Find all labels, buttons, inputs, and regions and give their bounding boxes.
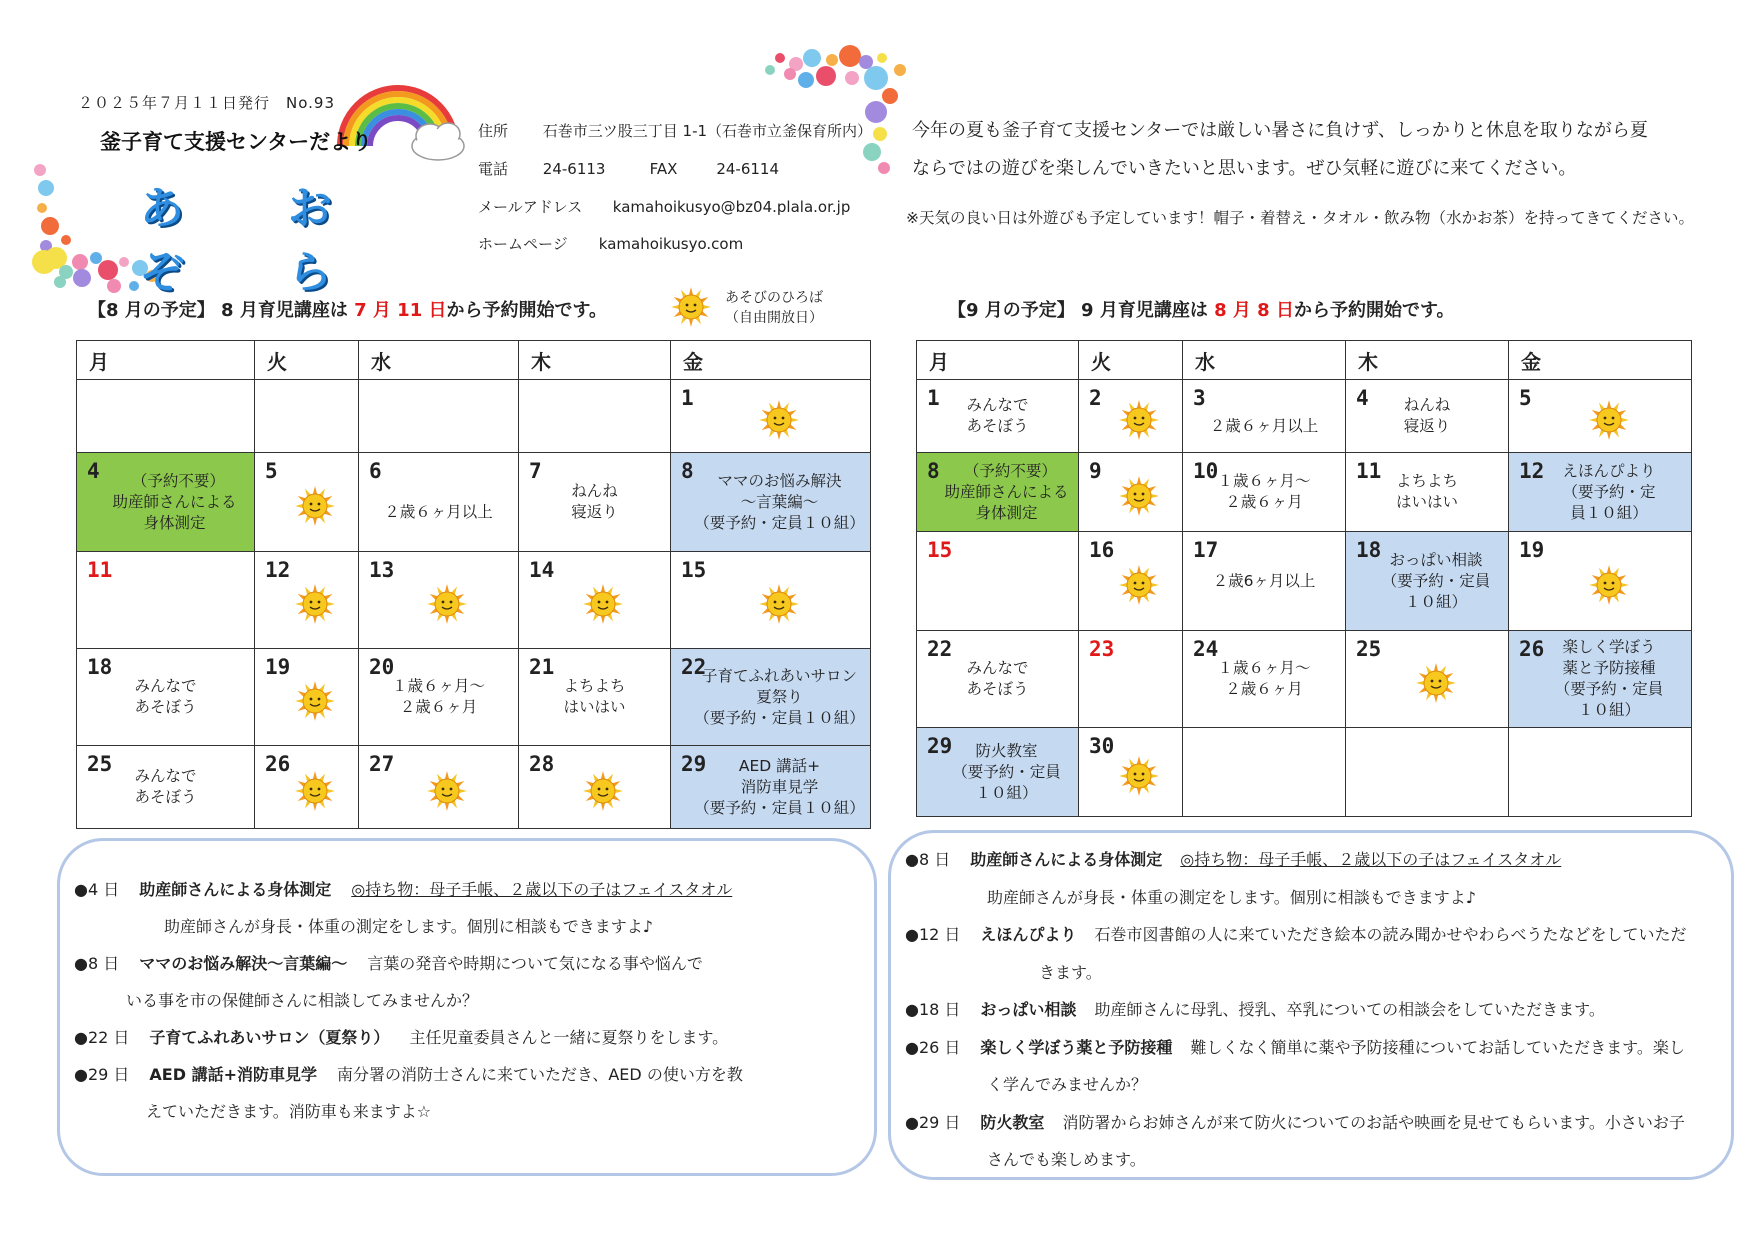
day-event: ２歳６ヶ月以上	[1209, 417, 1319, 435]
day-number: 7	[529, 459, 542, 483]
note-date: ●22 日	[74, 1028, 130, 1047]
email-label: メールアドレス	[478, 198, 583, 216]
day-number: 28	[529, 752, 555, 776]
sun-icon	[582, 583, 624, 625]
day-number: 8	[927, 459, 940, 483]
note-line	[74, 877, 732, 900]
calendar-day-cell	[519, 453, 671, 552]
august-header-2: 水	[359, 341, 519, 380]
note-title: えほんぴより	[980, 925, 1077, 944]
september-title-date: 8 月 8 日	[1214, 300, 1294, 321]
note-body: 南分署の消防士さんに来ていただき、AED の使い方を教	[337, 1065, 743, 1084]
calendar-week-row	[917, 631, 1692, 728]
sun-icon	[1118, 475, 1160, 517]
calendar-day-cell	[255, 649, 359, 746]
note-title: AED 講話+消防車見学	[149, 1065, 317, 1084]
calendar-day-cell	[1346, 728, 1509, 817]
august-title-c: から予約開始です。	[446, 300, 608, 321]
calendar-day-cell	[77, 649, 255, 746]
fax-label: FAX	[649, 160, 678, 178]
legend-line-1: あそびのひろば	[725, 290, 823, 306]
calendar-day-cell	[1346, 380, 1509, 453]
legend-text	[725, 288, 823, 328]
note-date: ●29 日	[74, 1065, 130, 1084]
note-line	[905, 847, 1561, 870]
day-event: １歳６ヶ月～ ２歳６ヶ月	[1217, 472, 1311, 511]
sun-icon	[1118, 564, 1160, 606]
calendar-week-row	[77, 380, 871, 453]
day-number: 6	[369, 459, 382, 483]
note-items: ◎持ち物：母子手帳、２歳以下の子はフェイスタオル	[351, 880, 733, 899]
note-date: ●29 日	[905, 1112, 961, 1132]
calendar-week-row	[917, 380, 1692, 453]
day-number: 2	[1089, 386, 1102, 410]
september-header-1: 火	[1079, 341, 1183, 380]
calendar-day-cell	[255, 552, 359, 649]
day-number: 19	[1519, 538, 1545, 562]
note-line	[905, 922, 1686, 945]
sun-icon	[294, 770, 336, 812]
note-body: 難しくなく簡単に薬や予防接種についてお話していただきます。楽し	[1190, 1037, 1685, 1057]
sun-icon	[294, 485, 336, 527]
calendar-day-cell	[917, 532, 1079, 631]
calendar-week-row	[917, 728, 1692, 817]
note-line	[905, 1035, 1685, 1058]
day-event: （予約不要） 助産師さんによる 身体測定	[944, 461, 1069, 522]
email-value: kamahoikusyo@bz04.plala.or.jp	[612, 198, 851, 216]
day-number: 22	[927, 637, 953, 661]
sun-icon	[294, 583, 336, 625]
calendar-day-cell	[359, 649, 519, 746]
day-number: 19	[265, 655, 291, 679]
note-date: ●8 日	[905, 850, 951, 869]
note-date: ●26 日	[905, 1037, 961, 1057]
day-number: 15	[927, 538, 953, 562]
intro-text	[912, 112, 1702, 188]
calendar-day-cell	[1079, 380, 1183, 453]
contact-email	[478, 196, 850, 217]
day-event: ねんね 寝返り	[571, 482, 618, 521]
august-title	[88, 296, 607, 322]
day-number: 14	[529, 558, 555, 582]
contact-address	[478, 120, 872, 141]
calendar-day-cell	[917, 380, 1079, 453]
calendar-day-cell	[1509, 380, 1692, 453]
calendar-day-cell	[255, 380, 359, 453]
note-line	[74, 951, 703, 974]
note-body: 助産師さんに母乳、授乳、卒乳についての相談会をしていただきます。	[1094, 1000, 1605, 1019]
september-header-2: 水	[1183, 341, 1346, 380]
calendar-day-cell	[671, 552, 871, 649]
september-title-a: 【9 月の予定】 9 月育児講座は	[948, 300, 1215, 321]
note-body: 石巻市図書館の人に来ていただき絵本の読み聞かせやわらべうたなどをしていただ	[1094, 925, 1687, 944]
calendar-day-cell	[1509, 631, 1692, 728]
calendar-day-cell	[1183, 380, 1346, 453]
note-title: 助産師さんによる身体測定	[970, 850, 1163, 869]
calendar-day-cell	[1183, 631, 1346, 728]
september-header-0: 月	[917, 341, 1079, 380]
day-event: みんなで あそぼう	[966, 396, 1029, 435]
calendar-day-cell	[1346, 453, 1509, 532]
calendar-day-cell	[917, 728, 1079, 817]
calendar-week-row	[77, 453, 871, 552]
note-line	[74, 1062, 743, 1085]
calendar-day-cell	[1346, 631, 1509, 728]
calendar-day-cell	[519, 746, 671, 829]
day-event: （予約不要） 助産師さんによる 身体測定	[112, 471, 237, 532]
note-title: 防火教室	[980, 1112, 1045, 1132]
day-number: 26	[265, 752, 291, 776]
calendar-day-cell	[1079, 631, 1183, 728]
august-header-3: 木	[519, 341, 671, 380]
newsletter-name: 釜子育て支援センターだより	[100, 130, 373, 154]
day-event: みんなで あそぼう	[134, 677, 197, 716]
day-number: 13	[369, 558, 395, 582]
calendar-day-cell	[917, 631, 1079, 728]
sun-icon	[758, 583, 800, 625]
day-number: 23	[1089, 637, 1115, 661]
address-value: 石巻市三ツ股三丁目 1-1（石巻市立釜保育所内）	[542, 122, 873, 140]
calendar-day-cell	[77, 453, 255, 552]
day-event: ２歳６ヶ月以上	[384, 503, 493, 521]
day-number: 20	[369, 655, 395, 679]
day-event: よちよち はいはい	[563, 677, 626, 716]
day-number: 25	[87, 752, 113, 776]
sun-icon	[294, 680, 336, 722]
note-line	[126, 988, 478, 1011]
calendar-day-cell	[519, 552, 671, 649]
day-number: 5	[1519, 386, 1532, 410]
homepage-label: ホームページ	[478, 235, 568, 253]
september-title-c: から予約開始です。	[1293, 300, 1455, 321]
day-event: AED 講話+ 消防車見学 （要予約・定員１０組）	[694, 756, 865, 817]
calendar-week-row	[77, 649, 871, 746]
sun-icon	[1118, 399, 1160, 441]
legend-sun-icon	[670, 286, 712, 332]
note-body: く学んでみませんか？	[987, 1075, 1148, 1094]
note-items: ◎持ち物：母子手帳、２歳以下の子はフェイスタオル	[1180, 850, 1562, 869]
calendar-day-cell	[671, 746, 871, 829]
day-event: 防火教室 （要予約・定員 １０組）	[952, 741, 1061, 802]
day-number: 11	[1356, 459, 1382, 483]
day-number: 5	[265, 459, 278, 483]
calendar-day-cell	[1183, 728, 1346, 817]
day-number: 9	[1089, 459, 1102, 483]
phone-value: 24-6113	[542, 160, 606, 178]
note-date: ●4 日	[74, 880, 120, 899]
note-line	[987, 1072, 1147, 1095]
day-event: 子育てふれあいサロン 夏祭り （要予約・定員１０組）	[694, 666, 865, 727]
note-line	[987, 1147, 1146, 1170]
day-number: 12	[1519, 459, 1545, 483]
intro-line-1: 今年の夏も釜子育て支援センターでは厳しい暑さに負けず、しっかりと休息を取りながら夏	[912, 120, 1648, 141]
calendar-day-cell	[917, 453, 1079, 532]
calendar-day-cell	[77, 552, 255, 649]
calendar-day-cell	[1079, 532, 1183, 631]
note-body: 助産師さんが身長・体重の測定をします。個別に相談もできますよ♪	[164, 917, 653, 936]
note-body: 助産師さんが身長・体重の測定をします。個別に相談もできますよ♪	[987, 887, 1476, 907]
note-line	[74, 1025, 728, 1048]
calendar-day-cell	[359, 746, 519, 829]
legend-line-2: （自由開放日）	[725, 310, 823, 326]
day-event: ねんね 寝返り	[1403, 396, 1451, 435]
note-line	[905, 1110, 1685, 1133]
day-number: 24	[1193, 637, 1219, 661]
sun-icon	[426, 583, 468, 625]
homepage-value: kamahoikusyo.com	[598, 235, 744, 253]
calendar-day-cell	[255, 453, 359, 552]
sun-icon	[426, 770, 468, 812]
contact-phone	[478, 158, 779, 179]
note-title: 子育てふれあいサロン（夏祭り）	[149, 1028, 390, 1047]
calendar-day-cell	[1079, 453, 1183, 532]
calendar-day-cell	[1509, 728, 1692, 817]
day-number: 29	[681, 752, 707, 776]
day-number: 11	[87, 558, 113, 582]
fax-value: 24-6114	[716, 160, 780, 178]
day-number: 29	[927, 734, 953, 758]
day-event: みんなで あそぼう	[966, 659, 1029, 698]
calendar-week-row	[917, 453, 1692, 532]
september-header-4: 金	[1509, 341, 1692, 380]
day-number: 30	[1089, 734, 1115, 758]
day-number: 4	[1356, 386, 1369, 410]
address-label: 住所	[478, 122, 509, 140]
day-number: 26	[1519, 637, 1545, 661]
calendar-day-cell	[671, 649, 871, 746]
day-event: ２歳6ヶ月以上	[1212, 571, 1316, 590]
calendar-week-row	[77, 552, 871, 649]
note-title: おっぱい相談	[980, 1000, 1077, 1019]
note-body: 言葉の発音や時期について気になる事や悩んで	[367, 954, 703, 973]
day-event: １歳６ヶ月～ ２歳６ヶ月	[391, 677, 485, 716]
calendar-day-cell	[1183, 453, 1346, 532]
day-event: １歳６ヶ月～ ２歳６ヶ月	[1217, 659, 1311, 698]
note-date: ●8 日	[74, 954, 120, 973]
day-event: みんなで あそぼう	[134, 767, 197, 806]
day-number: 25	[1356, 637, 1382, 661]
august-title-date: 7 月 11 日	[354, 300, 447, 321]
september-title	[948, 296, 1455, 322]
sun-icon	[1118, 755, 1160, 797]
september-notes-box	[888, 830, 1734, 1180]
september-calendar	[916, 340, 1692, 817]
day-number: 10	[1193, 459, 1219, 483]
day-number: 18	[87, 655, 113, 679]
august-header-0: 月	[77, 341, 255, 380]
calendar-day-cell	[671, 453, 871, 552]
day-event: よちよち はいはい	[1395, 472, 1458, 511]
note-line	[146, 1099, 431, 1122]
day-number: 8	[681, 459, 694, 483]
calendar-day-cell	[77, 746, 255, 829]
note-title: 助産師さんによる身体測定	[139, 880, 332, 899]
calendar-day-cell	[77, 380, 255, 453]
day-number: 22	[681, 655, 707, 679]
sun-icon	[758, 399, 800, 441]
note-line	[1039, 960, 1102, 983]
september-header-3: 木	[1346, 341, 1509, 380]
august-header-4: 金	[671, 341, 871, 380]
note-date: ●12 日	[905, 925, 961, 944]
note-line	[987, 885, 1476, 908]
note-line	[164, 914, 653, 937]
day-event: ママのお悩み解決 ～言葉編～ （要予約・定員１０組）	[694, 471, 865, 532]
august-header-1: 火	[255, 341, 359, 380]
intro-line-2: ならではの遊びを楽しんでいきたいと思います。ぜひ気軽に遊びに来てください。	[912, 158, 1577, 179]
day-event: 楽しく学ぼう 薬と予防接種 （要予約・定員 １０組）	[1554, 638, 1664, 719]
calendar-day-cell	[359, 380, 519, 453]
calendar-day-cell	[359, 552, 519, 649]
calendar-day-cell	[255, 746, 359, 829]
sun-icon	[1588, 399, 1630, 441]
calendar-day-cell	[359, 453, 519, 552]
day-event: えほんぴより （要予約・定 員１０組）	[1562, 461, 1656, 522]
day-number: 3	[1193, 386, 1206, 410]
note-title: ママのお悩み解決～言葉編～	[139, 954, 348, 973]
phone-label: 電話	[478, 160, 509, 178]
calendar-day-cell	[1509, 453, 1692, 532]
day-number: 15	[681, 558, 707, 582]
day-number: 12	[265, 558, 291, 582]
calendar-day-cell	[519, 649, 671, 746]
calendar-day-cell	[1346, 532, 1509, 631]
day-number: 18	[1356, 538, 1382, 562]
calendar-day-cell	[519, 380, 671, 453]
day-number: 1	[927, 386, 940, 410]
day-number: 21	[529, 655, 555, 679]
day-number: 4	[87, 459, 100, 483]
issue-date: ２０２５年７月１１日発行 No.93	[78, 94, 335, 112]
august-calendar	[76, 340, 871, 829]
newsletter-title: あ お ぞ ら	[140, 183, 436, 298]
note-body: きます。	[1039, 962, 1102, 982]
note-body: さんでも楽しめます。	[987, 1150, 1146, 1169]
note-title: 楽しく学ぼう薬と予防接種	[980, 1037, 1173, 1057]
day-number: 27	[369, 752, 395, 776]
calendar-day-cell	[1509, 532, 1692, 631]
day-number: 17	[1193, 538, 1219, 562]
note-body: 主任児童委員さんと一緒に夏祭りをします。	[409, 1028, 729, 1047]
sun-icon	[582, 770, 624, 812]
august-title-a: 【8 月の予定】 8 月育児講座は	[88, 300, 355, 321]
contact-homepage	[478, 233, 743, 254]
sun-icon	[1415, 662, 1457, 704]
notice-text: ※天気の良い日は外遊びも予定しています！帽子・着替え・タオル・飲み物（水かお茶）を持ってきてください。	[906, 209, 1694, 227]
calendar-week-row	[917, 532, 1692, 631]
calendar-day-cell	[1183, 532, 1346, 631]
calendar-day-cell	[671, 380, 871, 453]
note-line	[905, 997, 1605, 1020]
day-number: 16	[1089, 538, 1115, 562]
note-body: いる事を市の保健師さんに相談してみませんか？	[126, 991, 479, 1010]
note-body: えていただきます。消防車も来ますよ☆	[146, 1102, 432, 1121]
day-event: おっぱい相談 （要予約・定員 １０組）	[1381, 550, 1491, 611]
note-body: 消防署からお姉さんが来て防火についてのお話や映画を見せてもらいます。小さいお子	[1062, 1112, 1685, 1132]
sun-icon	[1588, 564, 1630, 606]
august-notes-box	[57, 838, 877, 1176]
day-number: 1	[681, 386, 694, 410]
note-date: ●18 日	[905, 1000, 961, 1019]
calendar-day-cell	[1079, 728, 1183, 817]
calendar-week-row	[77, 746, 871, 829]
